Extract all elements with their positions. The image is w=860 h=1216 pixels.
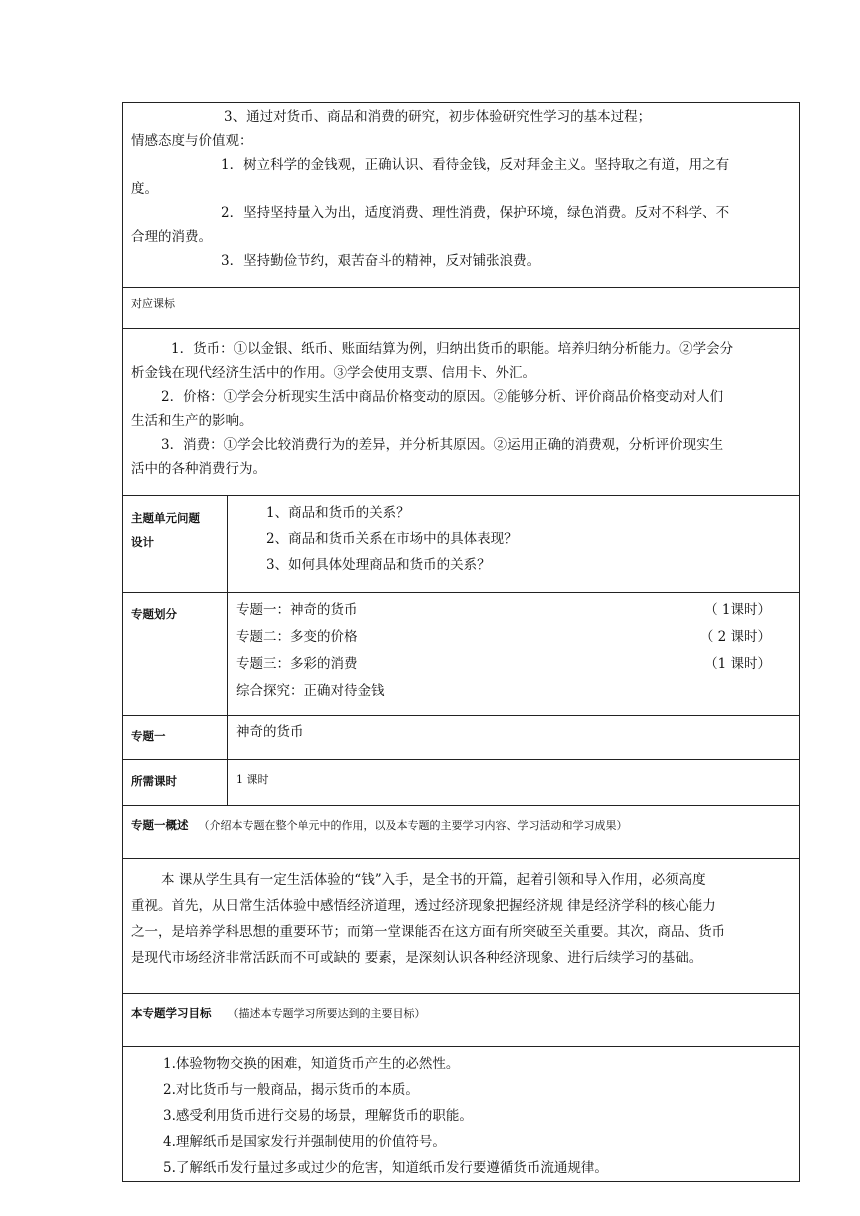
overview-text <box>131 867 791 971</box>
overview-line-3: 之一，是培养学科思想的重要环节；而第一堂课能否在这方面有所突破至关重要。其次，商品、货币 <box>131 924 725 940</box>
standards-label-row <box>123 288 800 329</box>
objectives-row <box>123 103 800 288</box>
unit-questions-row <box>123 496 800 593</box>
standard-2a: 2．价格：①学会分析现实生活中商品价格变动的原因。②能够分析、评价商品价格变动对人们 <box>161 389 724 405</box>
topic-one-label: 专题一 <box>131 729 166 743</box>
goals-content-row <box>123 1047 800 1182</box>
goal-item: 2.对比货币与一般商品，揭示货币的本质。 <box>163 1082 419 1098</box>
topic-item: 专题三：多彩的消费 （1 课时） <box>236 656 771 672</box>
attitude-item-2a: 2．坚持坚持量入为出，适度消费、理性消费，保护环境，绿色消费。反对不科学、不 <box>221 205 730 221</box>
goals-hint: （描述本专题学习所要达到的主要目标） <box>227 1007 426 1020</box>
topic-item: 专题二：多变的价格 （ 2 课时） <box>236 629 771 645</box>
standard-1a: 1．货币：①以金银、纸币、账面结算为例，归纳出货币的职能。培养归纳分析能力。②学会分 <box>171 341 734 357</box>
overview-line-1: 本 课从学生具有一定生活体验的“钱”入手，是全书的开篇，起着引领和导入作用，必须高度 <box>161 872 706 888</box>
topics-label: 专题划分 <box>131 607 177 621</box>
topics-list <box>236 597 771 705</box>
overview-line-2: 重视。首先，从日常生活体验中感悟经济道理，透过经济现象把握经济规 律是经济学科的核心能力 <box>131 898 716 914</box>
attitude-item-3: 3．坚持勤俭节约，艰苦奋斗的精神，反对铺张浪费。 <box>221 253 541 269</box>
topic-one-row <box>123 716 800 760</box>
goals-label: 本专题学习目标 <box>131 1006 212 1020</box>
standards-content-row <box>123 329 800 496</box>
topic-summary: 综合探究：正确对待金钱 <box>236 683 385 699</box>
question-1: 1、商品和货币的关系？ <box>266 505 410 521</box>
unit-questions-list <box>266 500 791 578</box>
topic-one-value: 神奇的货币 <box>236 724 304 740</box>
overview-content-row <box>123 859 800 994</box>
goals-label-row <box>123 994 800 1047</box>
document-page <box>122 102 799 1182</box>
standard-2b: 生活和生产的影响。 <box>131 413 253 429</box>
goals-list <box>163 1051 791 1181</box>
unit-questions-label: 主题单元问题 设计 <box>131 511 200 549</box>
attitude-item-2b: 合理的消费。 <box>131 229 212 245</box>
goal-item: 4.理解纸币是国家发行并强制使用的价值符号。 <box>163 1134 446 1150</box>
hours-row <box>123 760 800 806</box>
question-2: 2、商品和货币关系在市场中的具体表现？ <box>266 531 518 547</box>
standard-1b: 析金钱在现代经济生活中的作用。③学会使用支票、信用卡、外汇。 <box>131 365 536 381</box>
standard-3b: 活中的各种消费行为。 <box>131 461 266 477</box>
objectives-text <box>131 105 791 273</box>
goal-item: 5.了解纸币发行量过多或过少的危害，知道纸币发行要遵循货币流通规律。 <box>163 1160 608 1176</box>
standard-3a: 3．消费：①学会比较消费行为的差异，并分析其原因。②运用正确的消费观，分析评价现实生 <box>161 437 724 453</box>
standards-label: 对应课标 <box>131 297 175 310</box>
attitude-heading: 情感态度与价值观： <box>131 133 253 149</box>
attitude-item-1a: 1．树立科学的金钱观，正确认识、看待金钱，反对拜金主义。坚持取之有道，用之有 <box>221 157 730 173</box>
hours-label: 所需课时 <box>131 774 177 788</box>
topic-item: 专题一：神奇的货币 （ 1课时） <box>236 602 771 618</box>
topics-row <box>123 593 800 716</box>
attitude-item-1b: 度。 <box>131 181 158 197</box>
objective-line-3: 3、通过对货币、商品和消费的研究，初步体验研究性学习的基本过程； <box>224 109 652 125</box>
goal-item: 3.感受利用货币进行交易的场景，理解货币的职能。 <box>163 1108 473 1124</box>
standards-text <box>131 337 791 481</box>
goal-item: 1.体验物物交换的困难，知道货币产生的必然性。 <box>163 1056 460 1072</box>
overview-label: 专题一概述 <box>131 818 189 832</box>
overview-line-4: 是现代市场经济非常活跃而不可或缺的 要素，是深刻认识各种经济现象、进行后续学习的基础。 <box>131 950 703 966</box>
hours-value: 1 课时 <box>236 773 269 786</box>
lesson-plan-table <box>122 102 800 1182</box>
question-3: 3、如何具体处理商品和货币的关系？ <box>266 557 491 573</box>
overview-hint: （介绍本专题在整个单元中的作用，以及本专题的主要学习内容、学习活动和学习成果） <box>198 819 628 832</box>
overview-label-row <box>123 806 800 859</box>
